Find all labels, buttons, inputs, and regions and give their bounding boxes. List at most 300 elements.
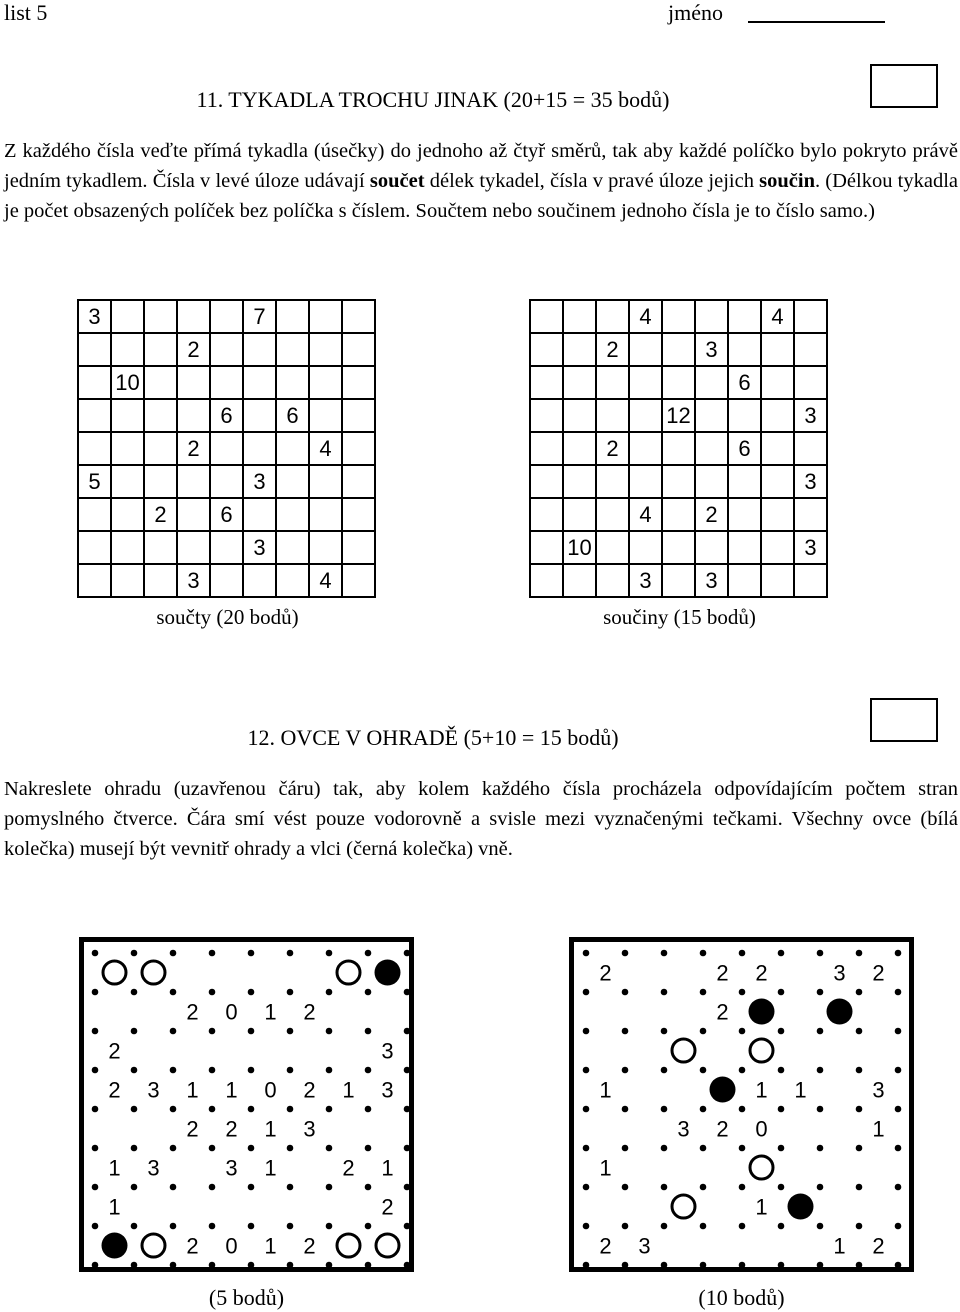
grid-dot[interactable] — [92, 989, 99, 996]
grid-cell[interactable] — [276, 564, 309, 597]
grid-cell[interactable] — [144, 465, 177, 498]
grid-clue-cell[interactable]: 2 — [695, 498, 728, 531]
grid-dot[interactable] — [700, 1262, 707, 1269]
grid-dot[interactable] — [365, 1223, 372, 1230]
grid-cell[interactable] — [563, 333, 596, 366]
grid-cell[interactable] — [728, 333, 761, 366]
grid-dot[interactable] — [661, 1067, 668, 1074]
grid-cell[interactable] — [629, 432, 662, 465]
name-line[interactable] — [748, 21, 885, 23]
grid-cell[interactable] — [563, 399, 596, 432]
grid-cell[interactable] — [728, 564, 761, 597]
grid-cell[interactable] — [596, 399, 629, 432]
grid-dot[interactable] — [817, 1262, 824, 1269]
grid-dot[interactable] — [700, 989, 707, 996]
grid-dot[interactable] — [739, 1223, 746, 1230]
grid-cell[interactable] — [210, 531, 243, 564]
grid-dot[interactable] — [287, 1223, 294, 1230]
grid-dot[interactable] — [895, 1262, 902, 1269]
grid-dot[interactable] — [583, 950, 590, 957]
grid-dot[interactable] — [209, 989, 216, 996]
grid-dot[interactable] — [856, 989, 863, 996]
grid-dot[interactable] — [817, 1145, 824, 1152]
grid-cell[interactable] — [662, 333, 695, 366]
grid-cell[interactable] — [210, 300, 243, 333]
grid-dot[interactable] — [622, 1184, 629, 1191]
grid-dot[interactable] — [365, 1067, 372, 1074]
grid-dot[interactable] — [895, 950, 902, 957]
grid-cell[interactable] — [243, 366, 276, 399]
grid-cell[interactable] — [662, 531, 695, 564]
grid-clue-cell[interactable]: 3 — [794, 399, 827, 432]
grid-cell[interactable] — [596, 531, 629, 564]
grid-clue-cell[interactable]: 12 — [662, 399, 695, 432]
grid-cell[interactable] — [794, 300, 827, 333]
grid-cell[interactable] — [111, 465, 144, 498]
grid-dot[interactable] — [92, 1184, 99, 1191]
grid-clue-cell[interactable]: 6 — [210, 399, 243, 432]
grid-dot[interactable] — [287, 1067, 294, 1074]
grid-cell[interactable] — [662, 498, 695, 531]
grid-cell[interactable] — [629, 399, 662, 432]
grid-dot[interactable] — [895, 1145, 902, 1152]
sheep-pen-puzzle-right[interactable] — [569, 937, 914, 1272]
grid-cell[interactable] — [563, 498, 596, 531]
grid-dot[interactable] — [209, 1106, 216, 1113]
grid-dot[interactable] — [895, 1223, 902, 1230]
grid-dot[interactable] — [248, 989, 255, 996]
grid-cell[interactable] — [177, 498, 210, 531]
grid-dot[interactable] — [700, 950, 707, 957]
grid-cell[interactable] — [78, 333, 111, 366]
grid-dot[interactable] — [287, 950, 294, 957]
grid-dot[interactable] — [856, 1223, 863, 1230]
grid-cell[interactable] — [243, 399, 276, 432]
grid-cell[interactable] — [596, 564, 629, 597]
grid-dot[interactable] — [856, 950, 863, 957]
grid-cell[interactable] — [78, 531, 111, 564]
grid-dot[interactable] — [622, 989, 629, 996]
grid-dot[interactable] — [817, 1184, 824, 1191]
grid-dot[interactable] — [92, 1145, 99, 1152]
grid-clue-cell[interactable]: 5 — [78, 465, 111, 498]
grid-cell[interactable] — [596, 366, 629, 399]
grid-cell[interactable] — [761, 564, 794, 597]
grid-dot[interactable] — [170, 1106, 177, 1113]
grid-cell[interactable] — [342, 399, 375, 432]
grid-cell[interactable] — [144, 399, 177, 432]
grid-clue-cell[interactable]: 6 — [728, 432, 761, 465]
grid-clue-cell[interactable]: 10 — [111, 366, 144, 399]
grid-dot[interactable] — [248, 1106, 255, 1113]
grid-dot[interactable] — [700, 1145, 707, 1152]
grid-dot[interactable] — [622, 1262, 629, 1269]
grid-dot[interactable] — [404, 1145, 411, 1152]
grid-cell[interactable] — [243, 432, 276, 465]
grid-cell[interactable] — [111, 399, 144, 432]
grid-cell[interactable] — [761, 531, 794, 564]
grid-dot[interactable] — [700, 1184, 707, 1191]
grid-cell[interactable] — [342, 531, 375, 564]
grid-dot[interactable] — [404, 1262, 411, 1269]
grid-dot[interactable] — [404, 1106, 411, 1113]
grid-cell[interactable] — [144, 432, 177, 465]
grid-dot[interactable] — [856, 1262, 863, 1269]
grid-cell[interactable] — [530, 498, 563, 531]
grid-dot[interactable] — [248, 1262, 255, 1269]
grid-dot[interactable] — [209, 950, 216, 957]
grid-dot[interactable] — [92, 1223, 99, 1230]
grid-dot[interactable] — [326, 1184, 333, 1191]
grid-dot[interactable] — [622, 1067, 629, 1074]
grid-dot[interactable] — [739, 1028, 746, 1035]
grid-cell[interactable] — [695, 300, 728, 333]
grid-dot[interactable] — [895, 989, 902, 996]
grid-dot[interactable] — [622, 1145, 629, 1152]
grid-dot[interactable] — [365, 1028, 372, 1035]
grid-dot[interactable] — [92, 1067, 99, 1074]
grid-dot[interactable] — [131, 1145, 138, 1152]
grid-dot[interactable] — [248, 1145, 255, 1152]
grid-dot[interactable] — [248, 1223, 255, 1230]
grid-cell[interactable] — [144, 564, 177, 597]
grid-cell[interactable] — [596, 465, 629, 498]
grid-cell[interactable] — [629, 333, 662, 366]
grid-cell[interactable] — [78, 366, 111, 399]
grid-cell[interactable] — [276, 465, 309, 498]
grid-dot[interactable] — [700, 1067, 707, 1074]
grid-dot[interactable] — [131, 1184, 138, 1191]
grid-clue-cell[interactable]: 4 — [761, 300, 794, 333]
sheep-pen-puzzle-left[interactable] — [79, 937, 414, 1272]
grid-dot[interactable] — [856, 1145, 863, 1152]
grid-dot[interactable] — [326, 1067, 333, 1074]
grid-clue-cell[interactable]: 3 — [243, 531, 276, 564]
grid-dot[interactable] — [170, 950, 177, 957]
grid-dot[interactable] — [131, 1262, 138, 1269]
grid-cell[interactable] — [563, 564, 596, 597]
grid-dot[interactable] — [404, 989, 411, 996]
grid-clue-cell[interactable]: 6 — [276, 399, 309, 432]
grid-dot[interactable] — [131, 1028, 138, 1035]
grid-cell[interactable] — [111, 432, 144, 465]
grid-cell[interactable] — [111, 531, 144, 564]
grid-cell[interactable] — [309, 498, 342, 531]
grid-cell[interactable] — [530, 333, 563, 366]
score-box-task11[interactable] — [870, 64, 938, 108]
grid-cell[interactable] — [210, 333, 243, 366]
grid-dot[interactable] — [661, 1028, 668, 1035]
grid-clue-cell[interactable]: 2 — [596, 432, 629, 465]
grid-dot[interactable] — [583, 1223, 590, 1230]
grid-cell[interactable] — [563, 465, 596, 498]
grid-cell[interactable] — [662, 432, 695, 465]
grid-cell[interactable] — [210, 564, 243, 597]
grid-cell[interactable] — [309, 399, 342, 432]
grid-clue-cell[interactable]: 2 — [144, 498, 177, 531]
grid-cell[interactable] — [629, 465, 662, 498]
grid-clue-cell[interactable]: 6 — [728, 366, 761, 399]
grid-dot[interactable] — [739, 1262, 746, 1269]
grid-dot[interactable] — [583, 1262, 590, 1269]
grid-clue-cell[interactable]: 4 — [309, 432, 342, 465]
grid-dot[interactable] — [326, 1028, 333, 1035]
grid-cell[interactable] — [761, 432, 794, 465]
grid-clue-cell[interactable]: 4 — [629, 300, 662, 333]
grid-dot[interactable] — [778, 1262, 785, 1269]
grid-clue-cell[interactable]: 4 — [629, 498, 662, 531]
grid-clue-cell[interactable]: 3 — [629, 564, 662, 597]
grid-clue-cell[interactable]: 3 — [794, 465, 827, 498]
grid-dot[interactable] — [817, 1223, 824, 1230]
grid-dot[interactable] — [895, 1184, 902, 1191]
grid-cell[interactable] — [144, 531, 177, 564]
grid-cell[interactable] — [794, 498, 827, 531]
grid-cell[interactable] — [728, 300, 761, 333]
grid-dot[interactable] — [404, 950, 411, 957]
grid-dot[interactable] — [739, 989, 746, 996]
grid-dot[interactable] — [326, 989, 333, 996]
grid-dot[interactable] — [248, 1028, 255, 1035]
grid-cell[interactable] — [662, 465, 695, 498]
grid-clue-cell[interactable]: 3 — [78, 300, 111, 333]
grid-cell[interactable] — [342, 366, 375, 399]
grid-cell[interactable] — [530, 432, 563, 465]
grid-cell[interactable] — [563, 300, 596, 333]
grid-dot[interactable] — [856, 1028, 863, 1035]
grid-cell[interactable] — [144, 333, 177, 366]
grid-dot[interactable] — [209, 1028, 216, 1035]
grid-cell[interactable] — [728, 498, 761, 531]
grid-cell[interactable] — [695, 531, 728, 564]
grid-dot[interactable] — [170, 1184, 177, 1191]
grid-cell[interactable] — [210, 366, 243, 399]
grid-clue-cell[interactable]: 3 — [177, 564, 210, 597]
grid-dot[interactable] — [817, 1106, 824, 1113]
grid-cell[interactable] — [530, 564, 563, 597]
grid-cell[interactable] — [563, 432, 596, 465]
grid-cell[interactable] — [111, 300, 144, 333]
grid-dot[interactable] — [700, 1028, 707, 1035]
grid-dot[interactable] — [856, 1184, 863, 1191]
grid-dot[interactable] — [739, 1067, 746, 1074]
grid-dot[interactable] — [92, 1028, 99, 1035]
grid-cell[interactable] — [177, 366, 210, 399]
grid-dot[interactable] — [326, 1106, 333, 1113]
grid-dot[interactable] — [170, 1262, 177, 1269]
grid-dot[interactable] — [209, 1184, 216, 1191]
grid-cell[interactable] — [596, 498, 629, 531]
grid-dot[interactable] — [778, 1145, 785, 1152]
grid-dot[interactable] — [583, 1028, 590, 1035]
grid-dot[interactable] — [778, 1184, 785, 1191]
grid-cell[interactable] — [761, 498, 794, 531]
grid-cell[interactable] — [78, 498, 111, 531]
grid-dot[interactable] — [404, 1223, 411, 1230]
grid-dot[interactable] — [209, 1262, 216, 1269]
grid-dot[interactable] — [700, 1223, 707, 1230]
grid-cell[interactable] — [177, 399, 210, 432]
grid-dot[interactable] — [661, 1106, 668, 1113]
grid-cell[interactable] — [78, 399, 111, 432]
grid-cell[interactable] — [662, 564, 695, 597]
grid-cell[interactable] — [794, 333, 827, 366]
grid-cell[interactable] — [728, 531, 761, 564]
grid-dot[interactable] — [170, 1223, 177, 1230]
grid-cell[interactable] — [695, 432, 728, 465]
grid-cell[interactable] — [695, 366, 728, 399]
grid-cell[interactable] — [530, 531, 563, 564]
grid-dot[interactable] — [817, 989, 824, 996]
grid-cell[interactable] — [794, 564, 827, 597]
grid-cell[interactable] — [596, 300, 629, 333]
grid-cell[interactable] — [309, 531, 342, 564]
grid-cell[interactable] — [342, 564, 375, 597]
grid-cell[interactable] — [629, 366, 662, 399]
grid-clue-cell[interactable]: 2 — [177, 432, 210, 465]
grid-dot[interactable] — [661, 1145, 668, 1152]
grid-cell[interactable] — [177, 465, 210, 498]
grid-clue-cell[interactable]: 6 — [210, 498, 243, 531]
grid-cell[interactable] — [530, 300, 563, 333]
grid-cell[interactable] — [309, 465, 342, 498]
grid-dot[interactable] — [404, 1028, 411, 1035]
grid-dot[interactable] — [778, 950, 785, 957]
grid-cell[interactable] — [342, 333, 375, 366]
grid-cell[interactable] — [78, 564, 111, 597]
grid-dot[interactable] — [622, 1106, 629, 1113]
grid-dot[interactable] — [92, 1262, 99, 1269]
grid-clue-cell[interactable]: 3 — [695, 564, 728, 597]
grid-cell[interactable] — [144, 366, 177, 399]
grid-cell[interactable] — [530, 366, 563, 399]
grid-dot[interactable] — [661, 1184, 668, 1191]
grid-cell[interactable] — [177, 531, 210, 564]
grid-dot[interactable] — [209, 1223, 216, 1230]
grid-cell[interactable] — [728, 399, 761, 432]
grid-dot[interactable] — [170, 1145, 177, 1152]
grid-cell[interactable] — [276, 333, 309, 366]
grid-cell[interactable] — [695, 465, 728, 498]
grid-dot[interactable] — [895, 1106, 902, 1113]
grid-dot[interactable] — [92, 1106, 99, 1113]
grid-cell[interactable] — [78, 432, 111, 465]
grid-clue-cell[interactable]: 10 — [563, 531, 596, 564]
grid-cell[interactable] — [243, 498, 276, 531]
grid-dot[interactable] — [287, 1262, 294, 1269]
grid-dot[interactable] — [248, 1184, 255, 1191]
grid-clue-cell[interactable]: 7 — [243, 300, 276, 333]
grid-dot[interactable] — [209, 1067, 216, 1074]
grid-dot[interactable] — [326, 1223, 333, 1230]
grid-dot[interactable] — [817, 950, 824, 957]
grid-cell[interactable] — [794, 366, 827, 399]
grid-cell[interactable] — [761, 465, 794, 498]
grid-dot[interactable] — [365, 950, 372, 957]
grid-dot[interactable] — [583, 1106, 590, 1113]
grid-cell[interactable] — [342, 300, 375, 333]
grid-clue-cell[interactable]: 3 — [695, 333, 728, 366]
grid-cell[interactable] — [276, 432, 309, 465]
grid-dot[interactable] — [778, 989, 785, 996]
grid-dot[interactable] — [583, 1067, 590, 1074]
grid-dot[interactable] — [583, 1184, 590, 1191]
grid-dot[interactable] — [778, 1106, 785, 1113]
grid-dot[interactable] — [287, 1028, 294, 1035]
grid-cell[interactable] — [111, 498, 144, 531]
grid-dot[interactable] — [739, 1145, 746, 1152]
grid-dot[interactable] — [778, 1028, 785, 1035]
grid-dot[interactable] — [170, 989, 177, 996]
grid-cell[interactable] — [177, 300, 210, 333]
grid-cell[interactable] — [243, 333, 276, 366]
grid-cell[interactable] — [243, 564, 276, 597]
grid-clue-cell[interactable]: 4 — [309, 564, 342, 597]
grid-cell[interactable] — [111, 333, 144, 366]
grid-cell[interactable] — [276, 531, 309, 564]
grid-dot[interactable] — [856, 1106, 863, 1113]
grid-dot[interactable] — [622, 950, 629, 957]
grid-cell[interactable] — [342, 498, 375, 531]
grid-cell[interactable] — [794, 432, 827, 465]
grid-cell[interactable] — [662, 366, 695, 399]
grid-dot[interactable] — [622, 1028, 629, 1035]
grid-cell[interactable] — [276, 498, 309, 531]
grid-clue-cell[interactable]: 2 — [177, 333, 210, 366]
grid-dot[interactable] — [287, 1184, 294, 1191]
grid-dot[interactable] — [287, 1145, 294, 1152]
grid-dot[interactable] — [326, 1262, 333, 1269]
grid-cell[interactable] — [210, 465, 243, 498]
grid-cell[interactable] — [276, 300, 309, 333]
grid-clue-cell[interactable]: 3 — [243, 465, 276, 498]
grid-dot[interactable] — [131, 950, 138, 957]
grid-dot[interactable] — [700, 1106, 707, 1113]
grid-dot[interactable] — [131, 989, 138, 996]
grid-cell[interactable] — [761, 333, 794, 366]
grid-dot[interactable] — [895, 1067, 902, 1074]
grid-dot[interactable] — [817, 1028, 824, 1035]
grid-cell[interactable] — [530, 399, 563, 432]
grid-dot[interactable] — [583, 989, 590, 996]
grid-cell[interactable] — [210, 432, 243, 465]
grid-dot[interactable] — [131, 1067, 138, 1074]
grid-cell[interactable] — [629, 531, 662, 564]
grid-cell[interactable] — [563, 366, 596, 399]
grid-dot[interactable] — [778, 1067, 785, 1074]
grid-cell[interactable] — [662, 300, 695, 333]
grid-dot[interactable] — [326, 950, 333, 957]
grid-dot[interactable] — [92, 950, 99, 957]
grid-dot[interactable] — [739, 1106, 746, 1113]
grid-dot[interactable] — [778, 1223, 785, 1230]
grid-cell[interactable] — [342, 432, 375, 465]
grid-dot[interactable] — [248, 950, 255, 957]
grid-dot[interactable] — [661, 1223, 668, 1230]
grid-dot[interactable] — [365, 1184, 372, 1191]
grid-dot[interactable] — [365, 1262, 372, 1269]
grid-cell[interactable] — [530, 465, 563, 498]
grid-dot[interactable] — [661, 989, 668, 996]
grid-dot[interactable] — [365, 989, 372, 996]
grid-cell[interactable] — [144, 300, 177, 333]
grid-dot[interactable] — [856, 1067, 863, 1074]
grid-dot[interactable] — [209, 1145, 216, 1152]
score-box-task12[interactable] — [870, 698, 938, 742]
grid-dot[interactable] — [287, 989, 294, 996]
grid-dot[interactable] — [365, 1106, 372, 1113]
grid-cell[interactable] — [728, 465, 761, 498]
